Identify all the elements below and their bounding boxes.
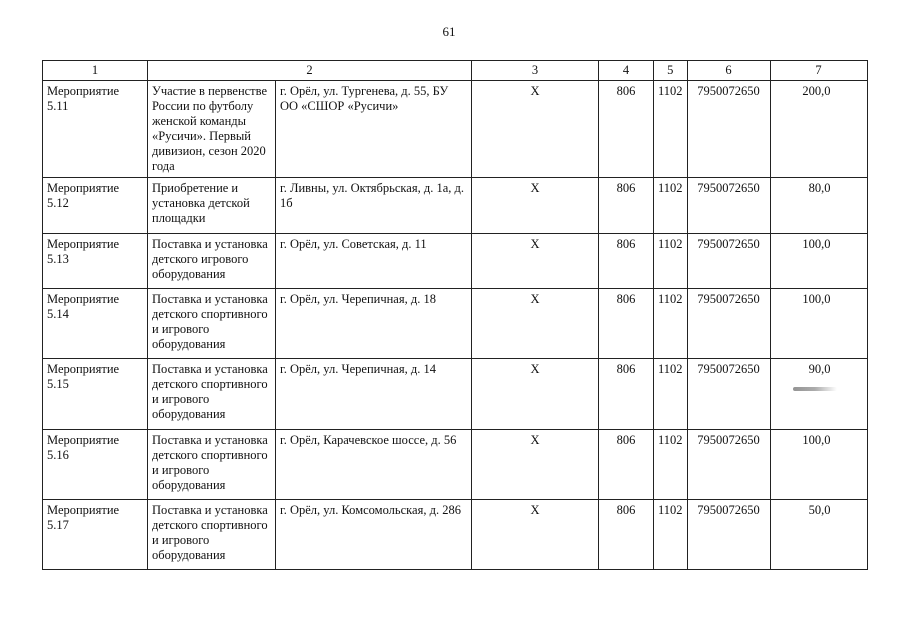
event-cell: Мероприятие 5.15 [43, 359, 148, 430]
col5-cell: 1102 [654, 289, 688, 359]
name-cell: Участие в первенстве России по футболу женской команды «Русичи». Первый дивизион, сезон 2020 года [148, 81, 276, 178]
event-cell: Мероприятие 5.12 [43, 178, 148, 234]
col4-cell: 806 [599, 430, 654, 500]
event-cell: Мероприятие 5.16 [43, 430, 148, 500]
col7-cell: 100,0 [770, 289, 867, 359]
table-row [43, 234, 868, 289]
header-col-1: 1 [43, 61, 148, 81]
col5-cell: 1102 [654, 234, 688, 289]
event-cell: Мероприятие 5.14 [43, 289, 148, 359]
name-cell: Поставка и установка детского игрового оборудования [148, 234, 276, 289]
address-cell: г. Орёл, ул. Тургенева, д. 55, БУ ОО «СШОР «Русичи» [276, 81, 472, 178]
table-row [43, 500, 868, 570]
address-cell: г. Орёл, ул. Черепичная, д. 18 [276, 289, 472, 359]
scan-smudge [793, 387, 837, 391]
col4-cell: 806 [599, 500, 654, 570]
col4-cell: 806 [599, 289, 654, 359]
name-cell: Приобретение и установка детской площадки [148, 178, 276, 234]
table-row [43, 430, 868, 500]
col7-value: 90,0 [808, 362, 831, 376]
address-cell: г. Ливны, ул. Октябрьская, д. 1а, д. 1б [276, 178, 472, 234]
event-cell: Мероприятие 5.13 [43, 234, 148, 289]
col3-cell: Х [472, 359, 599, 430]
address-cell: г. Орёл, ул. Комсомольская, д. 286 [276, 500, 472, 570]
name-cell: Поставка и установка детского спортивного и игрового оборудования [148, 500, 276, 570]
table-row [43, 359, 868, 430]
col7-cell: 50,0 [770, 500, 867, 570]
event-cell: Мероприятие 5.11 [43, 81, 148, 178]
col4-cell: 806 [599, 178, 654, 234]
header-col-6: 6 [687, 61, 770, 81]
col6-cell: 7950072650 [687, 81, 770, 178]
col3-cell: Х [472, 430, 599, 500]
col3-cell: Х [472, 500, 599, 570]
col4-cell: 806 [599, 81, 654, 178]
col5-cell: 1102 [654, 430, 688, 500]
col4-cell: 806 [599, 359, 654, 430]
col6-cell: 7950072650 [687, 289, 770, 359]
col7-cell: 200,0 [770, 81, 867, 178]
col7-cell: 100,0 [770, 430, 867, 500]
col5-cell: 1102 [654, 359, 688, 430]
table-row [43, 81, 868, 178]
col7-cell: 100,0 [770, 234, 867, 289]
col7-cell: 80,0 [770, 178, 867, 234]
name-cell: Поставка и установка детского спортивного и игрового оборудования [148, 359, 276, 430]
col6-cell: 7950072650 [687, 359, 770, 430]
header-row [43, 61, 868, 81]
col7-cell [770, 359, 867, 430]
address-cell: г. Орёл, ул. Черепичная, д. 14 [276, 359, 472, 430]
header-col-3: 3 [472, 61, 599, 81]
col6-cell: 7950072650 [687, 234, 770, 289]
event-cell: Мероприятие 5.17 [43, 500, 148, 570]
table-row [43, 178, 868, 234]
header-col-5: 5 [654, 61, 688, 81]
col5-cell: 1102 [654, 81, 688, 178]
col3-cell: Х [472, 178, 599, 234]
col6-cell: 7950072650 [687, 500, 770, 570]
address-cell: г. Орёл, Карачевское шоссе, д. 56 [276, 430, 472, 500]
header-col-7: 7 [770, 61, 867, 81]
col3-cell: Х [472, 234, 599, 289]
name-cell: Поставка и установка детского спортивного и игрового оборудования [148, 289, 276, 359]
col4-cell: 806 [599, 234, 654, 289]
col3-cell: Х [472, 289, 599, 359]
col6-cell: 7950072650 [687, 430, 770, 500]
col6-cell: 7950072650 [687, 178, 770, 234]
name-cell: Поставка и установка детского спортивного и игрового оборудования [148, 430, 276, 500]
col5-cell: 1102 [654, 178, 688, 234]
budget-table [42, 60, 868, 570]
header-col-4: 4 [599, 61, 654, 81]
col5-cell: 1102 [654, 500, 688, 570]
address-cell: г. Орёл, ул. Советская, д. 11 [276, 234, 472, 289]
page-number: 61 [442, 24, 456, 39]
header-col-2: 2 [148, 61, 472, 81]
col3-cell: Х [472, 81, 599, 178]
table-row [43, 289, 868, 359]
